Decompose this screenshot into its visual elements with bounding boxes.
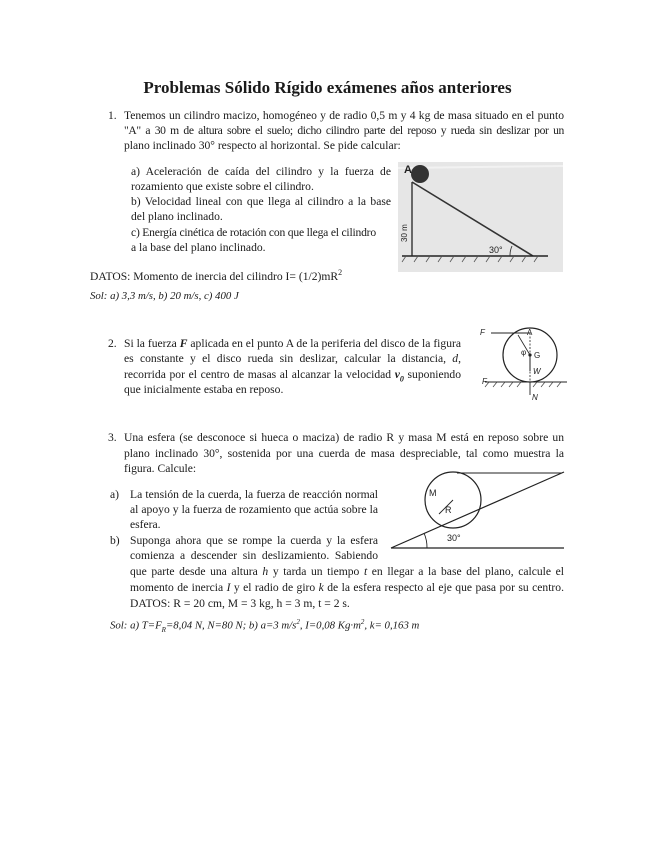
inertia-symbol: I: [226, 581, 231, 594]
problem-3-continuation-1: [130, 564, 564, 579]
problem-1-datos: [90, 265, 342, 284]
force-symbol: F: [179, 337, 188, 350]
height-label: 30 m: [400, 224, 409, 242]
item-a-label: a): [110, 488, 120, 501]
gyration-symbol: k: [318, 581, 324, 594]
datos-text: DATOS: Momento de inercia del cilindro I= (1/2)mR: [90, 269, 339, 283]
problem-1-item: c) Energía cinética de rotación con que llega el cilindro: [131, 226, 376, 239]
sol-subscript: R: [161, 625, 166, 634]
p3-text: en llegar a la base del plano, calcule el: [367, 565, 564, 578]
p3-text: y el radio de giro: [230, 581, 319, 594]
problem-2-line-1: [124, 336, 461, 351]
problem-1-line-2: "A" a 30 m de altura sobre el suelo; dicho cilindro parte del reposo y rueda sin deslizar por un: [124, 124, 564, 137]
mass-label: M: [429, 488, 437, 498]
distance-symbol: d: [452, 352, 459, 365]
cylinder-shape: [411, 165, 429, 183]
sol-exponent: 2: [360, 618, 365, 626]
p3-text: que parte desde una altura: [130, 565, 263, 578]
p3-text: momento de inercia: [130, 581, 227, 594]
item-a-line: esfera.: [130, 518, 161, 531]
problem-1-line-1: Tenemos un cilindro macizo, homogéneo y de radio 0,5 m y 4 kg de masa situado en el punto: [124, 109, 564, 122]
ground-hatching: [485, 382, 561, 387]
page-title: Problemas Sólido Rígido exámenes años anteriores: [143, 78, 512, 97]
p2-text: recorrida por el centro de masas al alcanzar la velocidad: [124, 368, 395, 381]
p3-text: y tarda un tiempo: [268, 565, 364, 578]
p2-text: suponiendo: [403, 368, 462, 381]
weight-label: W: [533, 367, 541, 376]
p2-text: aplicada en el punto A de la periferia del disco de la figura: [187, 337, 462, 350]
p3-text: de la esfera respecto al eje que pasa por su centro.: [323, 581, 564, 594]
inclined-plane-figure: [398, 162, 563, 272]
problem-3-line-3: figura. Calcule:: [124, 462, 197, 475]
problem-1-item: del plano inclinado.: [131, 210, 223, 223]
angle-label: 30°: [447, 533, 461, 543]
item-b-line: Suponga ahora que se rompe la cuerda y la esfera: [130, 534, 378, 547]
problem-2-line-2: [124, 351, 461, 366]
problem-1-item: a la base del plano inclinado.: [131, 241, 266, 254]
time-symbol: t: [363, 565, 368, 578]
sol-exponent: 2: [296, 618, 300, 626]
p2-text: Si la fuerza: [124, 337, 180, 350]
point-a-label: A: [404, 164, 412, 176]
center-label: G: [534, 351, 541, 360]
item-a-line: al apoyo y la fuerza de rozamiento que actúa sobre la: [130, 503, 378, 516]
problem-1-solution: Sol: a) 3,3 m/s, b) 20 m/s, c) 400 J: [90, 290, 239, 302]
normal-label: N: [532, 393, 538, 402]
velocity-subscript: 0: [399, 374, 404, 384]
problem-2-line-4: que inicialmente estaba en reposo.: [124, 383, 284, 396]
item-b-label: b): [110, 534, 120, 547]
sol-text: =8,04 N, N=80 N; b) a=3 m/s: [165, 619, 297, 632]
problem-2-number: 2.: [108, 337, 117, 350]
radius-label: R: [445, 505, 452, 515]
problem-3-number: 3.: [108, 431, 117, 444]
point-a-label: A: [527, 328, 533, 337]
sol-text: Sol: a) T=F: [110, 619, 162, 632]
problem-1-item: a) Aceleración de caída del cilindro y la fuerza de: [131, 165, 391, 178]
problem-3-line-1: Una esfera (se desconoce si hueca o maciza) de radio R y masa M está en reposo sobre un: [124, 431, 564, 444]
problem-3-line-2: plano inclinado 30°, sostenida por una cuerda de masa despreciable, tal como muestra la: [124, 447, 564, 460]
p2-text: ,: [458, 352, 461, 365]
disk-figure: [475, 325, 570, 403]
problem-3-datos: DATOS: R = 20 cm, M = 3 kg, h = 3 m, t = 2 s.: [130, 597, 350, 610]
problem-1-number: 1.: [108, 109, 117, 122]
velocity-symbol: v: [394, 368, 400, 381]
problem-3-solution: [110, 618, 419, 634]
problem-1-item: b) Velocidad lineal con que llega al cilindro a la base: [131, 195, 391, 208]
sol-text: , I=0,08 Kg·m: [299, 619, 361, 632]
sphere-incline-figure: [387, 470, 567, 552]
sol-text: , k= 0,163 m: [364, 619, 420, 632]
datos-exponent: 2: [338, 268, 343, 277]
p2-text: es constante y el disco rueda sin deslizar, calcular la distancia,: [124, 352, 453, 365]
friction-label: F: [482, 377, 487, 386]
angle-label: 30°: [489, 245, 503, 255]
problem-1-item: rozamiento que existe sobre el cilindro.: [131, 180, 314, 193]
incline-line: [391, 472, 564, 548]
problem-3-continuation-2: [130, 580, 564, 595]
item-a-line: La tensión de la cuerda, la fuerza de reacción normal: [130, 488, 378, 501]
item-b-line: comienza a descender sin deslizamiento. Sabiendo: [130, 549, 378, 562]
force-label: F: [480, 328, 485, 337]
problem-1-line-3: plano inclinado 30° respecto al horizontal. Se pide calcular:: [124, 139, 401, 152]
height-symbol: h: [262, 565, 269, 578]
phi-label: φ: [521, 348, 527, 357]
angle-arc: [424, 533, 427, 548]
